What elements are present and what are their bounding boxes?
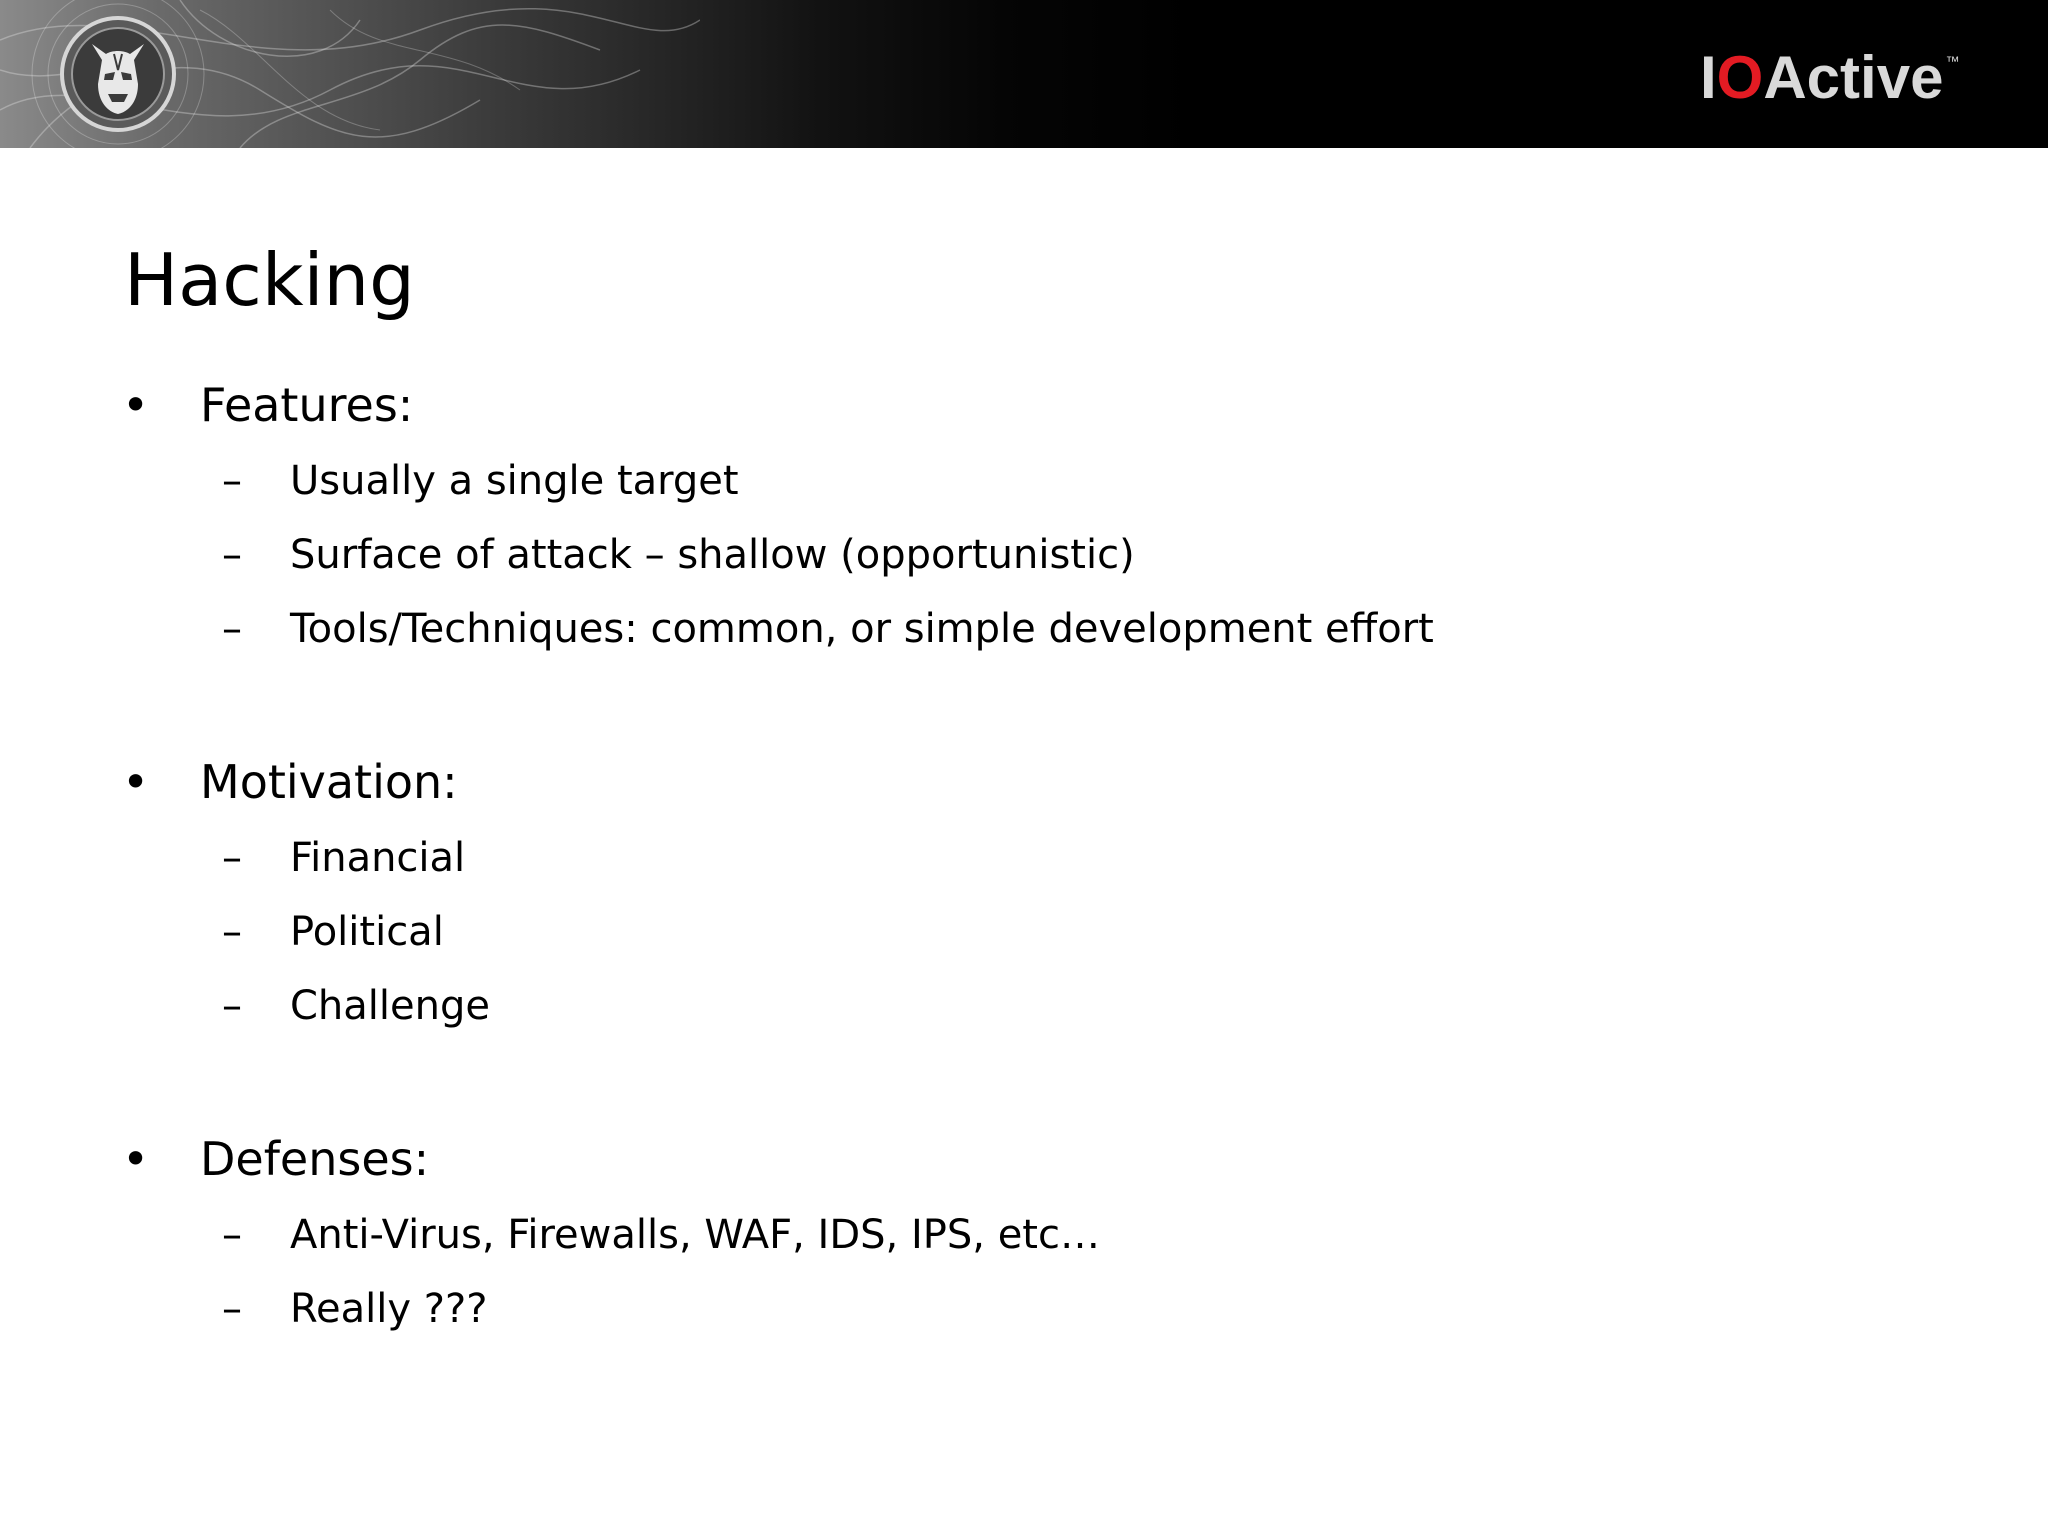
sub-item-text: Usually a single target [290,458,739,504]
dash-marker: – [222,983,242,1029]
sub-item-text: Really ??? [290,1286,488,1332]
bullet-dot: • [122,378,150,432]
sub-item-text: Tools/Techniques: common, or simple development effort [290,606,1434,652]
logo-trademark: ™ [1945,53,1960,69]
dash-marker: – [222,458,242,504]
sub-item-text: Financial [290,835,466,881]
dash-marker: – [222,1212,242,1258]
sub-item-text: Anti-Virus, Firewalls, WAF, IDS, IPS, etc… [290,1212,1100,1258]
sub-item-text: Political [290,909,444,955]
sub-item-text: Surface of attack – shallow (opportunistic) [290,532,1135,578]
bullet-label: Motivation: [200,755,458,809]
dash-marker: – [222,909,242,955]
bullet-dot: • [122,755,150,809]
dash-marker: – [222,1286,242,1332]
logo-letter-i: I [1700,44,1717,111]
logo-word-active: Active [1763,44,1944,111]
dash-marker: – [222,606,242,652]
dash-marker: – [222,835,242,881]
bullet-label: Features: [200,378,414,432]
slide-title: Hacking [124,238,415,322]
bullet-dot: • [122,1132,150,1186]
dash-marker: – [222,532,242,578]
bullet-label: Defenses: [200,1132,430,1186]
sub-item-text: Challenge [290,983,490,1029]
logo-letter-o: O [1716,44,1764,111]
